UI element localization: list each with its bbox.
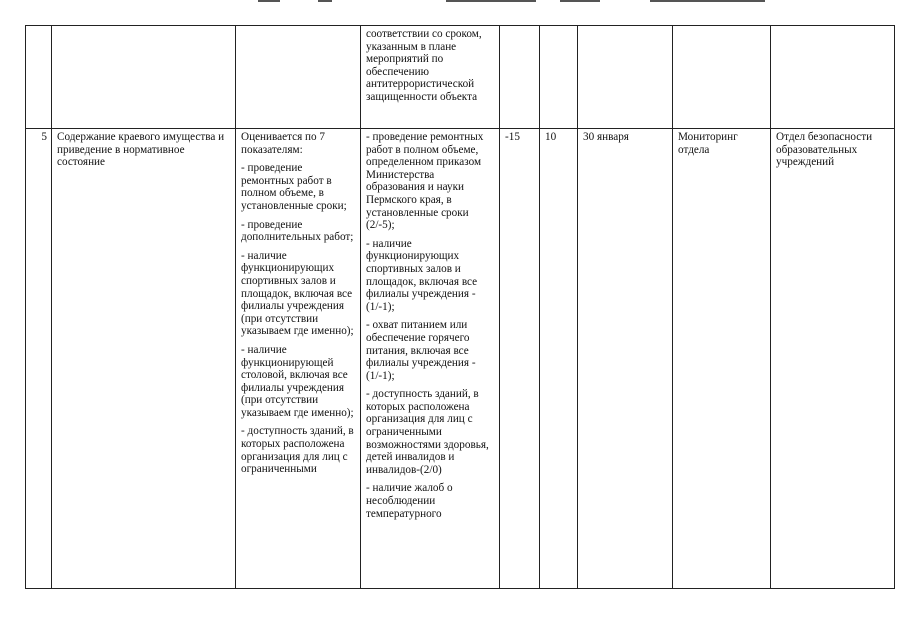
method (673, 26, 771, 129)
method: Мониторинг отдела (673, 129, 771, 589)
criterion-name: Содержание краевого имущества и приведение в нормативное состояние (52, 129, 236, 589)
row-number: 5 (26, 129, 52, 589)
indicator-item: - доступность зданий, в которых расположена организация для лиц с ограниченными возможностями здоровья, детей инвалидов и инвалидов-(2/0) (366, 388, 489, 476)
criteria-item: - наличие функционирующей столовой, включая все филиалы учреждения (при отсутствии указываем где именно); (241, 343, 354, 419)
indicators-cell (361, 129, 500, 589)
row-number (26, 26, 52, 129)
deadline: 30 января (578, 129, 673, 589)
responsible (771, 26, 895, 129)
criterion-name (52, 26, 236, 129)
indicator-item: - наличие функционирующих спортивных залов и площадок, включая все филиалы учреждения -(1/-1); (366, 237, 478, 313)
score-min: -15 (500, 129, 540, 589)
scan-top-marks (0, 0, 905, 8)
criteria-item: - проведение дополнительных работ; (241, 218, 354, 244)
criteria-item: - проведение ремонтных работ в полном объеме, в установленные сроки; (241, 162, 347, 212)
indicators-cell (361, 26, 500, 129)
criteria-item: Оценивается по 7 показателям: (241, 131, 325, 156)
indicator-item: соответствии со сроком, указанным в плане мероприятий по обеспечению антитеррористической защищенности объекта (366, 28, 482, 103)
deadline (578, 26, 673, 129)
score-max: 10 (540, 129, 578, 589)
indicator-item: - проведение ремонтных работ в полном объеме, определенном приказом Министерства образования и науки Пермского края, в установленные сроки (2/-5); (366, 131, 484, 232)
criteria-table (25, 25, 895, 589)
criteria-description (236, 26, 361, 129)
criteria-description (236, 129, 361, 589)
criteria-item: - доступность зданий, в которых расположена организация для лиц с ограниченными (241, 425, 354, 476)
indicator-item: - охват питанием или обеспечение горячего питания, включая все филиалы учреждения - (1/-1); (366, 319, 476, 382)
responsible: Отдел безопасности образовательных учреждений (771, 129, 895, 589)
indicator-item: - наличие жалоб о несоблюдении температурного (366, 482, 453, 520)
criteria-item: - наличие функционирующих спортивных залов и площадок, включая все филиалы учреждения (при отсутствии указываем где именно); (241, 249, 354, 338)
table-row (26, 129, 895, 589)
score-max (540, 26, 578, 129)
table-row (26, 26, 895, 129)
score-min (500, 26, 540, 129)
